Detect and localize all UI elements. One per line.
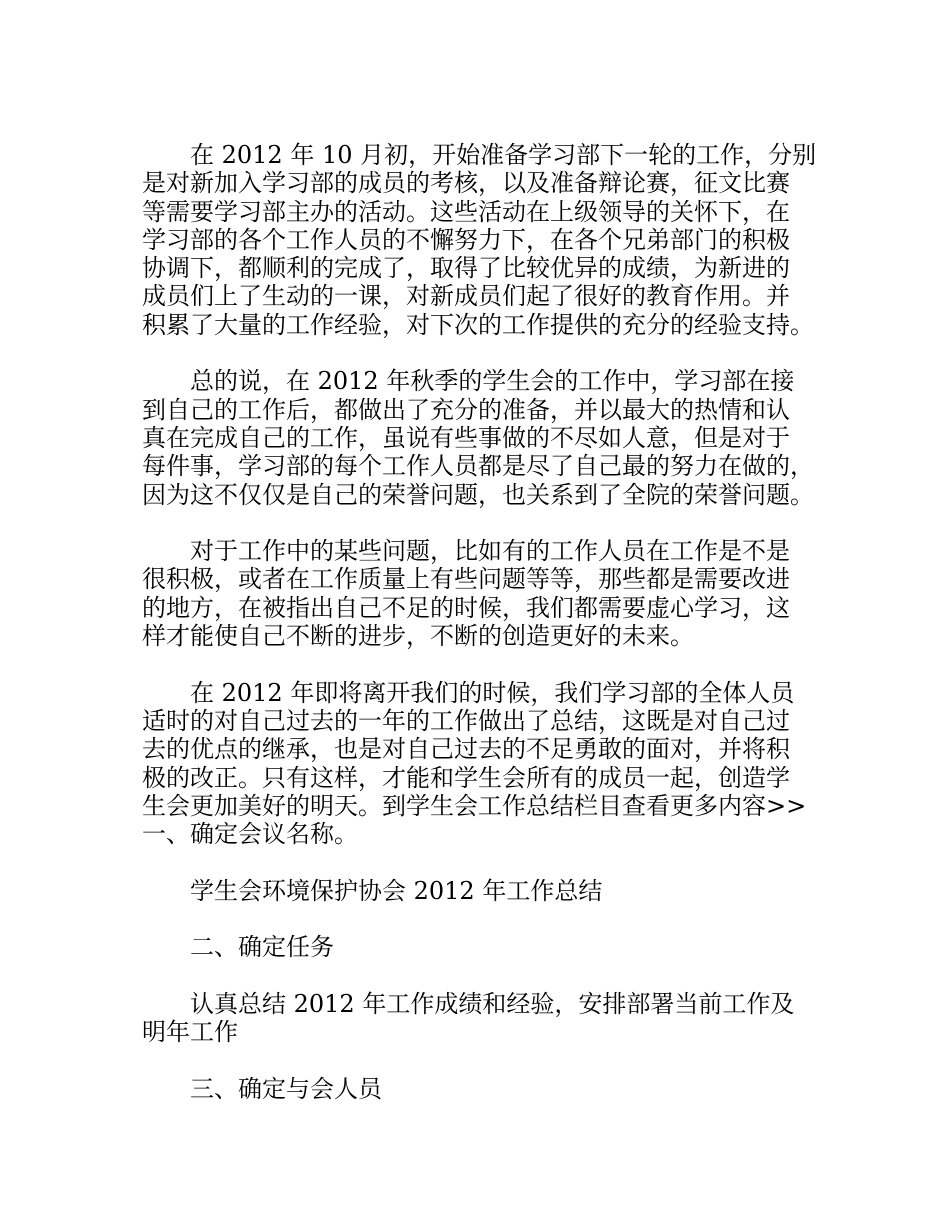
section-heading: 三、确定与会人员	[190, 1074, 382, 1103]
text-line: 样才能使自己不断的进步，不断的创造更好的未来。	[142, 622, 694, 651]
paragraph-spacer	[142, 1047, 822, 1075]
paragraph-3	[142, 537, 822, 650]
paragraph-spacer	[142, 962, 822, 990]
text-line: 在 2012 年 10 月初，开始准备学习部下一轮的工作，分别	[190, 141, 817, 169]
text-line: 每件事，学习部的每个工作人员都是尽了自己最的努力在做的，	[142, 452, 814, 481]
text-line: 因为这不仅仅是自己的荣誉问题，也关系到了全院的荣誉问题。	[142, 480, 814, 509]
text-line: 在 2012 年即将离开我们的时候，我们学习部的全体人员	[190, 678, 795, 707]
paragraph-spacer	[142, 848, 822, 876]
text-line: 的地方，在被指出自己不足的时候，我们都需要虚心学习，这	[142, 593, 790, 622]
text-line: 生会更加美好的明天。到学生会工作总结栏目查看更多内容>>	[142, 791, 807, 820]
text-line: 去的优点的继承，也是对自己过去的不足勇敢的面对，并将积	[142, 735, 790, 764]
text-line: 等需要学习部主办的活动。这些活动在上级领导的关怀下，在	[142, 197, 790, 226]
text-line: 很积极，或者在工作质量上有些问题等等，那些都是需要改进	[142, 565, 790, 594]
text-line: 学习部的各个工作人员的不懈努力下，在各个兄弟部门的积极	[142, 225, 790, 254]
section-heading: 二、确定任务	[190, 933, 334, 962]
paragraph-2	[142, 367, 822, 508]
text-line: 极的改正。只有这样，才能和学生会所有的成员一起，创造学	[142, 763, 790, 792]
text-line: 认真总结 2012 年工作成绩和经验，安排部署当前工作及	[190, 989, 795, 1018]
paragraph-spacer	[142, 650, 822, 678]
paragraph-7	[142, 990, 822, 1047]
text-line: 适时的对自己过去的一年的工作做出了总结，这既是对自己过	[142, 706, 790, 735]
paragraph-4	[142, 679, 822, 849]
text-line: 明年工作	[142, 1018, 238, 1047]
text-line: 对于工作中的某些问题，比如有的工作人员在工作是不是	[190, 537, 790, 566]
paragraph-1	[142, 141, 822, 339]
text-line: 真在完成自己的工作，虽说有些事做的不尽如人意，但是对于	[142, 423, 790, 452]
paragraph-6	[142, 933, 822, 961]
section-heading: 一、确定会议名称。	[142, 820, 358, 849]
paragraph-spacer	[142, 339, 822, 367]
meeting-name-line: 学生会环境保护协会 2012 年工作总结	[190, 876, 603, 905]
paragraph-8	[142, 1075, 822, 1103]
text-line: 是对新加入学习部的成员的考核，以及准备辩论赛，征文比赛	[142, 169, 790, 198]
paragraph-spacer	[142, 905, 822, 933]
paragraph-5	[142, 877, 822, 905]
text-line: 成员们上了生动的一课，对新成员们起了很好的教育作用。并	[142, 282, 790, 311]
text-line: 总的说，在 2012 年秋季的学生会的工作中，学习部在接	[190, 367, 795, 396]
text-line: 协调下，都顺利的完成了，取得了比较优异的成绩，为新进的	[142, 254, 790, 283]
text-line: 到自己的工作后，都做出了充分的准备，并以最大的热情和认	[142, 395, 790, 424]
document-body	[142, 141, 822, 1103]
paragraph-spacer	[142, 509, 822, 537]
text-line: 积累了大量的工作经验，对下次的工作提供的充分的经验支持。	[142, 310, 814, 339]
